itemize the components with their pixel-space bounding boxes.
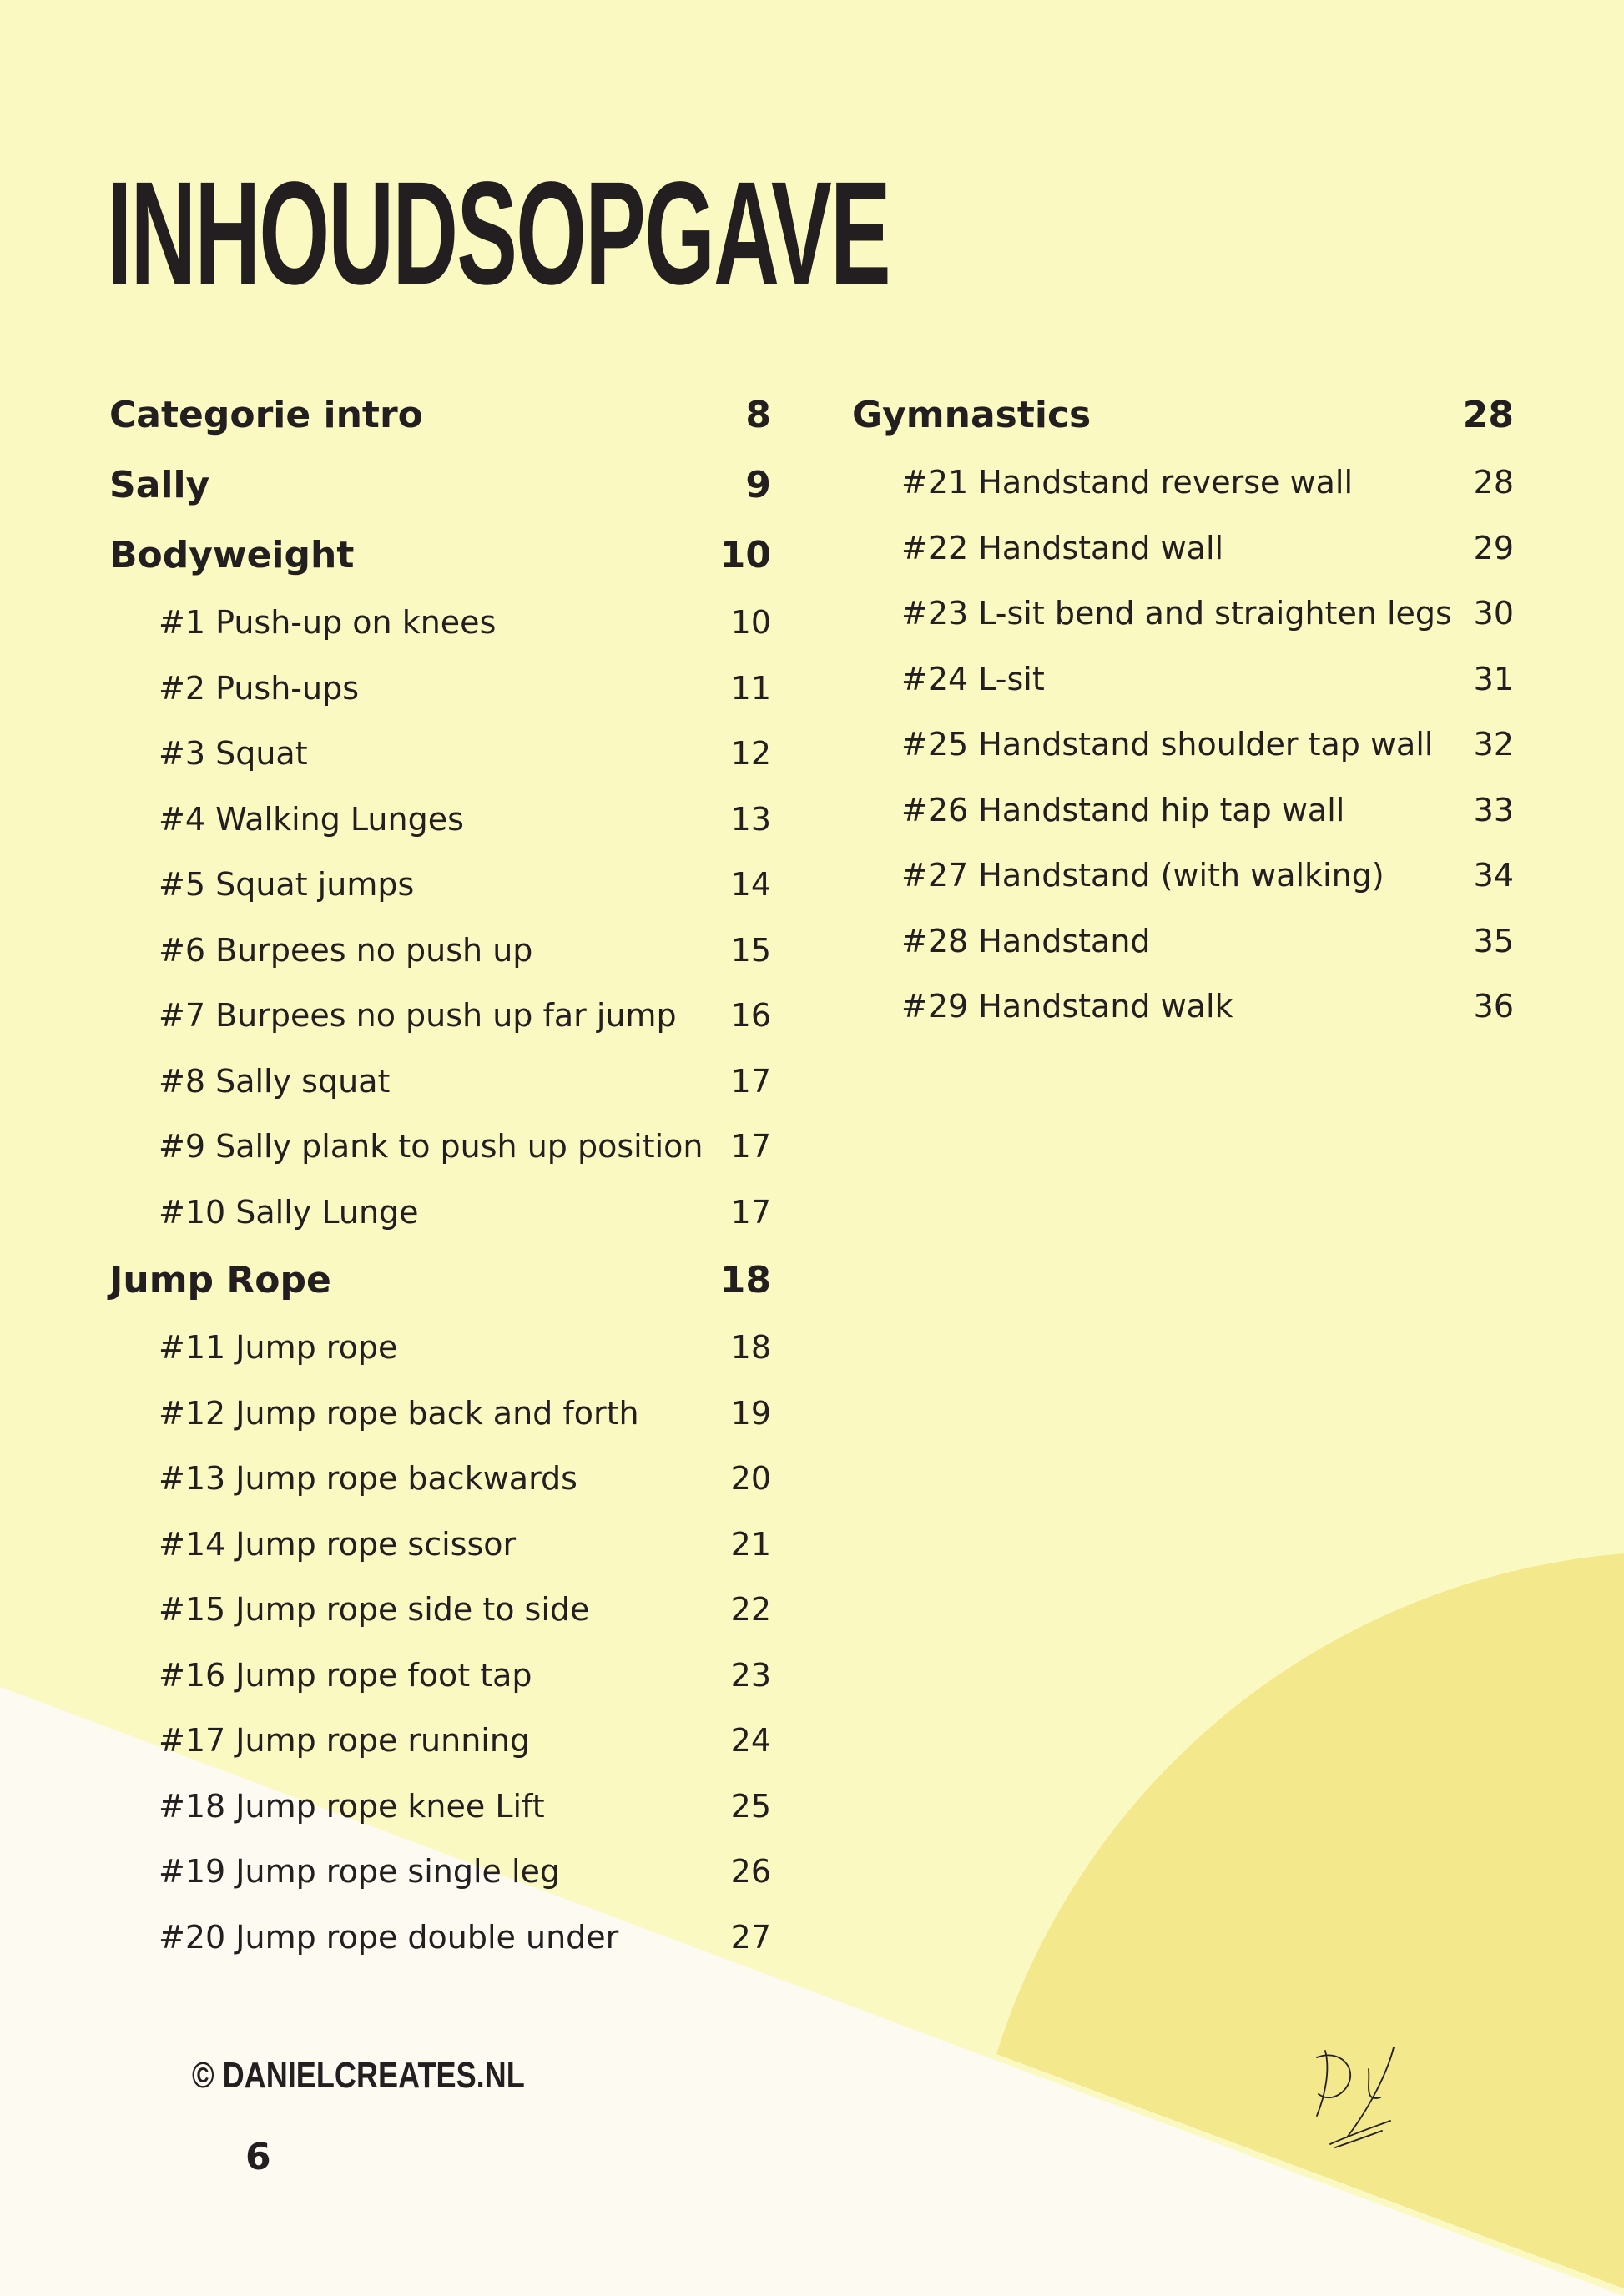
toc-entry-label: #14 Jump rope scissor <box>159 1525 517 1563</box>
toc-page-number: 23 <box>730 1656 771 1694</box>
toc-right-column <box>852 380 1514 1040</box>
toc-entry-label: #27 Handstand (with walking) <box>901 857 1384 894</box>
toc-page-number: 36 <box>1473 988 1514 1025</box>
toc-entry-row <box>109 1577 771 1643</box>
toc-page-number: 25 <box>730 1787 771 1825</box>
toc-page-number: 32 <box>1473 726 1514 763</box>
toc-page-number: 15 <box>730 931 771 969</box>
toc-entry-label: #22 Handstand wall <box>901 529 1224 566</box>
toc-entry-row <box>852 647 1514 712</box>
toc-entry-row <box>109 918 771 984</box>
toc-entry-row <box>109 1774 771 1840</box>
toc-page-number: 22 <box>730 1591 771 1629</box>
toc-entry-row <box>852 843 1514 909</box>
toc-entry-label: #28 Handstand <box>901 922 1151 959</box>
toc-entry-row <box>109 1381 771 1447</box>
toc-entry-label: #21 Handstand reverse wall <box>901 464 1353 501</box>
toc-page-number: 10 <box>730 604 771 642</box>
toc-entry-label: #10 Sally Lunge <box>159 1193 419 1231</box>
toc-page-number: 31 <box>1473 660 1514 697</box>
toc-entry-label: #29 Handstand walk <box>901 988 1233 1025</box>
toc-page-number: 33 <box>1473 791 1514 828</box>
toc-entry-label: #20 Jump rope double under <box>159 1918 619 1956</box>
toc-entry-label: #1 Push-up on knees <box>159 604 497 642</box>
toc-entry-row <box>852 712 1514 778</box>
toc-entry-label: #25 Handstand shoulder tap wall <box>901 726 1434 763</box>
toc-section-row <box>109 520 771 590</box>
toc-entry-label: #3 Squat <box>159 735 308 773</box>
toc-entry-row <box>109 1446 771 1512</box>
toc-entry-label: #2 Push-ups <box>159 669 360 707</box>
toc-page-number: 10 <box>719 533 771 577</box>
toc-entry-label: #24 L-sit <box>901 660 1045 697</box>
toc-section-label: Sally <box>109 463 210 506</box>
toc-entry-label: #9 Sally plank to push up position <box>159 1128 704 1166</box>
toc-section-label: Gymnastics <box>852 393 1092 436</box>
toc-entry-label: #15 Jump rope side to side <box>159 1591 590 1629</box>
toc-entry-label: #13 Jump rope backwards <box>159 1460 577 1498</box>
toc-page-number: 20 <box>730 1460 771 1498</box>
toc-left-column <box>109 380 771 1970</box>
toc-entry-row <box>852 778 1514 843</box>
toc-entry-label: #4 Walking Lunges <box>159 800 464 838</box>
toc-entry-label: #19 Jump rope single leg <box>159 1853 561 1891</box>
toc-section-row <box>109 1245 771 1315</box>
toc-entry-row <box>109 1643 771 1709</box>
toc-page-number: 28 <box>1462 393 1514 436</box>
toc-page-number: 17 <box>730 1193 771 1231</box>
toc-entry-row <box>852 450 1514 516</box>
toc-entry-row <box>109 1180 771 1246</box>
toc-page-number: 9 <box>745 463 771 506</box>
toc-entry-row <box>109 1315 771 1381</box>
toc-entry-row <box>109 1839 771 1905</box>
toc-entry-row <box>109 1512 771 1578</box>
toc-page-number: 11 <box>730 669 771 707</box>
toc-entry-label: #5 Squat jumps <box>159 866 415 904</box>
toc-entry-row <box>109 1049 771 1115</box>
toc-entry-label: #7 Burpees no push up far jump <box>159 997 677 1035</box>
toc-entry-row <box>852 516 1514 582</box>
toc-page-number: 13 <box>730 800 771 838</box>
toc-entry-row <box>109 1114 771 1180</box>
toc-page-number: 21 <box>730 1525 771 1563</box>
toc-page-number: 24 <box>730 1722 771 1760</box>
toc-entry-label: #8 Sally squat <box>159 1062 391 1100</box>
toc-entry-label: #18 Jump rope knee Lift <box>159 1787 545 1825</box>
toc-page-number: 30 <box>1473 595 1514 632</box>
toc-entry-row <box>109 1905 771 1971</box>
toc-entry-row <box>109 590 771 656</box>
toc-page-number: 26 <box>730 1853 771 1891</box>
toc-entry-label: #23 L-sit bend and straighten legs <box>901 595 1452 632</box>
toc-entry-label: #12 Jump rope back and forth <box>159 1394 639 1432</box>
toc-page-number: 28 <box>1473 464 1514 501</box>
toc-section-label: Bodyweight <box>109 533 355 577</box>
signature-icon <box>1310 2032 1427 2149</box>
toc-page-number: 19 <box>730 1394 771 1432</box>
toc-entry-row <box>109 721 771 787</box>
toc-page-number: 16 <box>730 997 771 1035</box>
toc-section-label: Jump Rope <box>109 1258 331 1302</box>
toc-entry-row <box>109 983 771 1049</box>
toc-page-number: 35 <box>1473 922 1514 959</box>
toc-page-number: 27 <box>730 1918 771 1956</box>
toc-page-number: 18 <box>719 1258 771 1302</box>
toc-section-row <box>109 380 771 450</box>
page-title: INHOUDSOPGAVE <box>107 152 890 315</box>
toc-entry-label: #16 Jump rope foot tap <box>159 1656 532 1694</box>
copyright-text: © DANIELCREATES.NL <box>192 2055 525 2096</box>
toc-section-row <box>852 380 1514 450</box>
toc-page-number: 12 <box>730 735 771 773</box>
toc-entry-row <box>109 1708 771 1774</box>
toc-entry-row <box>109 852 771 918</box>
toc-page-number: 14 <box>730 866 771 904</box>
toc-section-label: Categorie intro <box>109 393 423 436</box>
toc-entry-row <box>852 974 1514 1040</box>
toc-entry-row <box>852 909 1514 974</box>
toc-entry-row <box>109 787 771 853</box>
toc-page-number: 29 <box>1473 529 1514 566</box>
toc-entry-label: #6 Burpees no push up <box>159 931 533 969</box>
toc-entry-label: #26 Handstand hip tap wall <box>901 791 1345 828</box>
toc-entry-row <box>109 656 771 722</box>
toc-page-number: 17 <box>730 1128 771 1166</box>
toc-page-number: 8 <box>745 393 771 436</box>
page-number: 6 <box>245 2136 271 2178</box>
toc-page-number: 34 <box>1473 857 1514 894</box>
toc-entry-row <box>852 581 1514 647</box>
toc-page-number: 17 <box>730 1062 771 1100</box>
toc-entry-label: #11 Jump rope <box>159 1329 398 1367</box>
toc-page-number: 18 <box>730 1329 771 1367</box>
toc-entry-label: #17 Jump rope running <box>159 1722 531 1760</box>
toc-section-row <box>109 450 771 520</box>
